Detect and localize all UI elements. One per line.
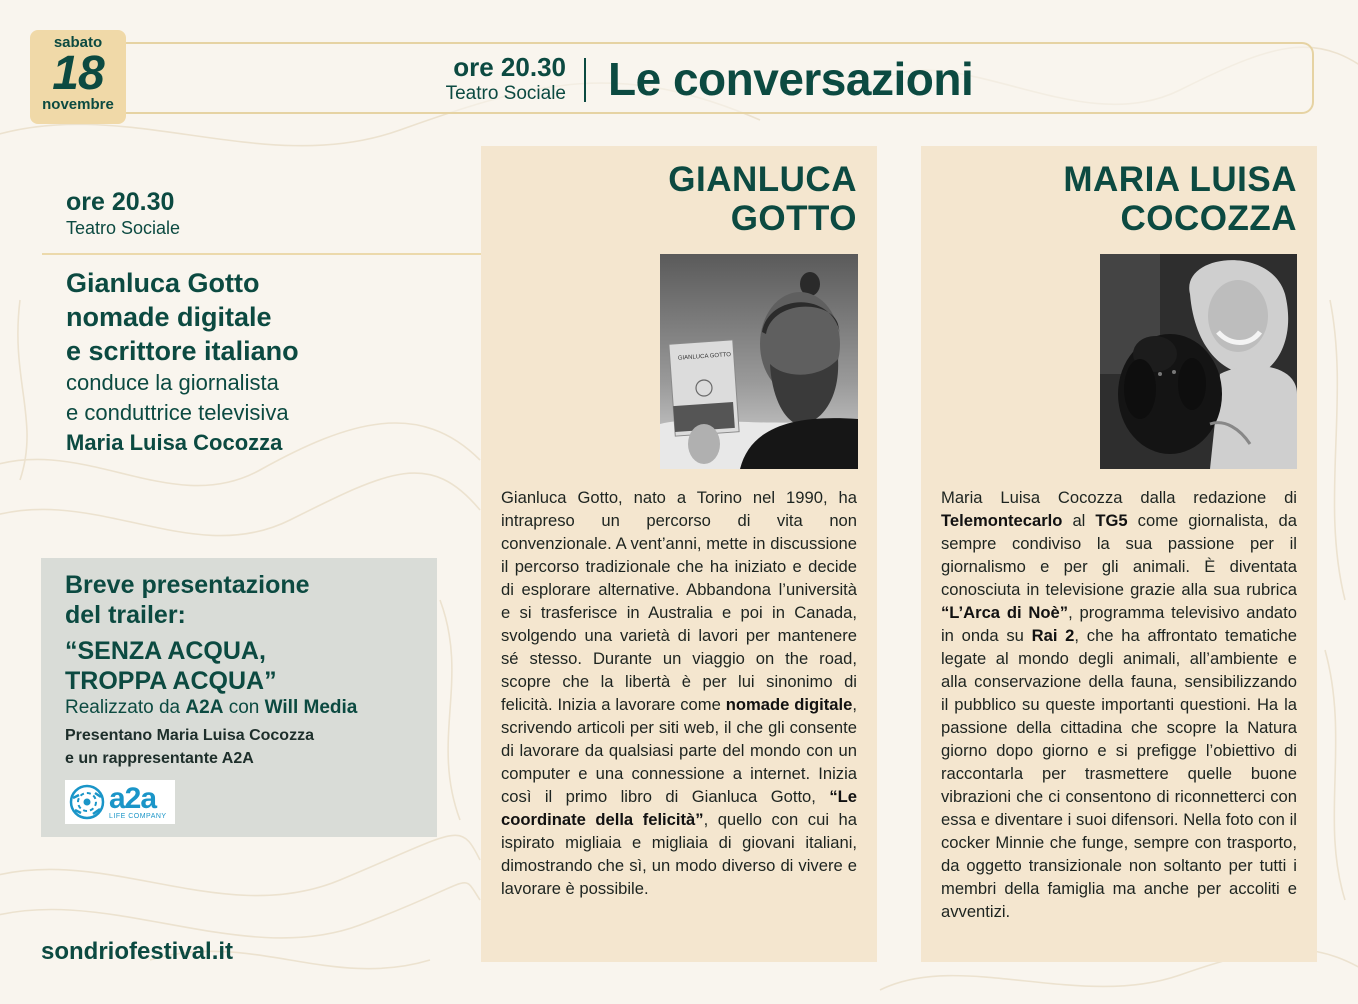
a2a-logo-text [109,781,167,820]
trailer-box [41,558,437,837]
a2a-logo-word: a2a [109,781,157,815]
date-badge [30,30,126,124]
trailer-credit-prefix: Realizzato da [65,697,186,718]
trailer-credit-org: A2A [185,697,224,718]
book-author-text: GIANLUCA GOTTO [677,352,732,362]
bio-text: , che ha affrontato tematiche legate al mondo degli animali, all’ambiente e alla conservazione della fauna, sensibilizzando il pubblico su queste importanti questioni. Ha la passione della cittadina che scopre la Natura giorno dopo giorno e si prefigge l’obiettivo di raccontarla per trasmettere quelle buone vibrazioni che ci consentono di riconnetterci con essa e diventare i suoi difensori. Nella foto con il cocker Minnie che funge, sempre con trasporto, da oggetto transizionale non soltanto per tutti i membri della famiglia ma anche per accoliti e avventizi. [941,626,1297,921]
trailer-credit [65,696,413,720]
event-host: Maria Luisa Cocozza [66,430,283,455]
header-venue: Teatro Sociale [445,83,566,104]
guest-photo-holding-book [660,254,858,469]
event-title-line: nomade digitale [66,302,272,332]
bio-highlight: “Le coordinate della felicità” [501,787,857,829]
bio-text: Gianluca Gotto, nato a Torino nel 1990, ha intrapreso un percorso di vita non convenzionale. A vent’anni, mette in discussione il percorso tradizionale che ha iniziato e decide di esplorare alternative. Abbandona l’università e si trasferisce in Australia e poi in Canada, svolgendo una varietà di lavori per mantenere sé stesso. Durante un viaggio on the road, scopre che la libertà è per lui sinonimo di felicità. Inizia a lavorare come [501,488,857,714]
a2a-logo [65,780,175,824]
guest-name-line: GOTTO [730,199,857,238]
guest-photo-with-dog [1100,254,1297,469]
guest-name-line: COCOZZA [1120,199,1297,238]
header-separator [584,58,586,102]
bio-highlight: Telemontecarlo [941,511,1063,530]
header-time-block [446,52,566,106]
guest-name-line: MARIA LUISA [1063,160,1297,199]
bio-highlight: “L’Arca di Noè” [941,603,1069,622]
trailer-credit-mid: con [223,697,265,718]
guest-card-gotto [481,146,877,962]
event-description [66,266,466,458]
guest-name [1063,160,1297,238]
event-sub-line: e conduttrice televisiva [66,400,289,425]
bio-text: , scrivendo articoli per siti web, il che gli consente di lavorare da qualsiasi parte del mondo con un computer e una connessione a internet. Inizia così il primo libro di Gianluca Gotto, [501,695,857,806]
bio-highlight: nomade digitale [725,695,853,714]
trailer-heading-line: del trailer: [65,601,186,629]
date-month: novembre [42,96,114,113]
site-url[interactable]: sondriofestival.it [41,938,234,965]
bio-text: al [1062,511,1096,530]
bio-highlight: Rai 2 [1031,626,1075,645]
date-weekday: sabato [53,34,103,51]
bio-text: come giornalista, da sempre condiviso la sua passione per il giornalismo e per gli animali. È diventata conosciuta in televisione grazie alla sua rubrica [941,511,1297,599]
bio-text: , quello con cui ha ispirato migliaia e migliaia di giovani italiani, dimostrando che sì, un modo diverso di vivere e lavorare è possibile. [501,810,857,898]
trailer-presenters [65,724,413,770]
guest-bio [941,486,1297,923]
trailer-presenters-line: Presentano Maria Luisa Cocozza [65,727,314,744]
page-title: Le conversazioni [608,53,974,105]
trailer-credit-partner: Will Media [264,697,358,718]
event-title-line: Gianluca Gotto [66,268,260,298]
bio-text: Maria Luisa Cocozza dalla redazione di [941,488,1297,507]
event-time: ore 20.30 [66,188,175,216]
trailer-title-line: “SENZA ACQUA, [65,637,266,665]
header-bar [126,42,1314,114]
a2a-logo-tagline: LIFE COMPANY [109,812,167,820]
bio-text: , programma televisivo andato in onda su [941,603,1297,645]
a2a-globe-icon [69,784,105,820]
divider [42,253,482,255]
guest-card-cocozza [921,146,1317,962]
trailer-heading-line: Breve presentazione [65,571,310,599]
trailer-presenters-line: e un rappresentante A2A [65,750,254,767]
event-sub-line: conduce la giornalista [66,370,279,395]
date-day: 18 [52,47,104,100]
event-title-line: e scrittore italiano [66,336,299,366]
guest-name-line: GIANLUCA [668,160,857,199]
event-venue: Teatro Sociale [66,218,181,238]
header-time: ore 20.30 [453,52,566,82]
guest-name [668,160,857,238]
guest-bio [501,486,857,900]
event-time-block [66,187,180,239]
trailer-title-line: TROPPA ACQUA” [65,667,277,695]
bio-highlight: TG5 [1095,511,1128,530]
